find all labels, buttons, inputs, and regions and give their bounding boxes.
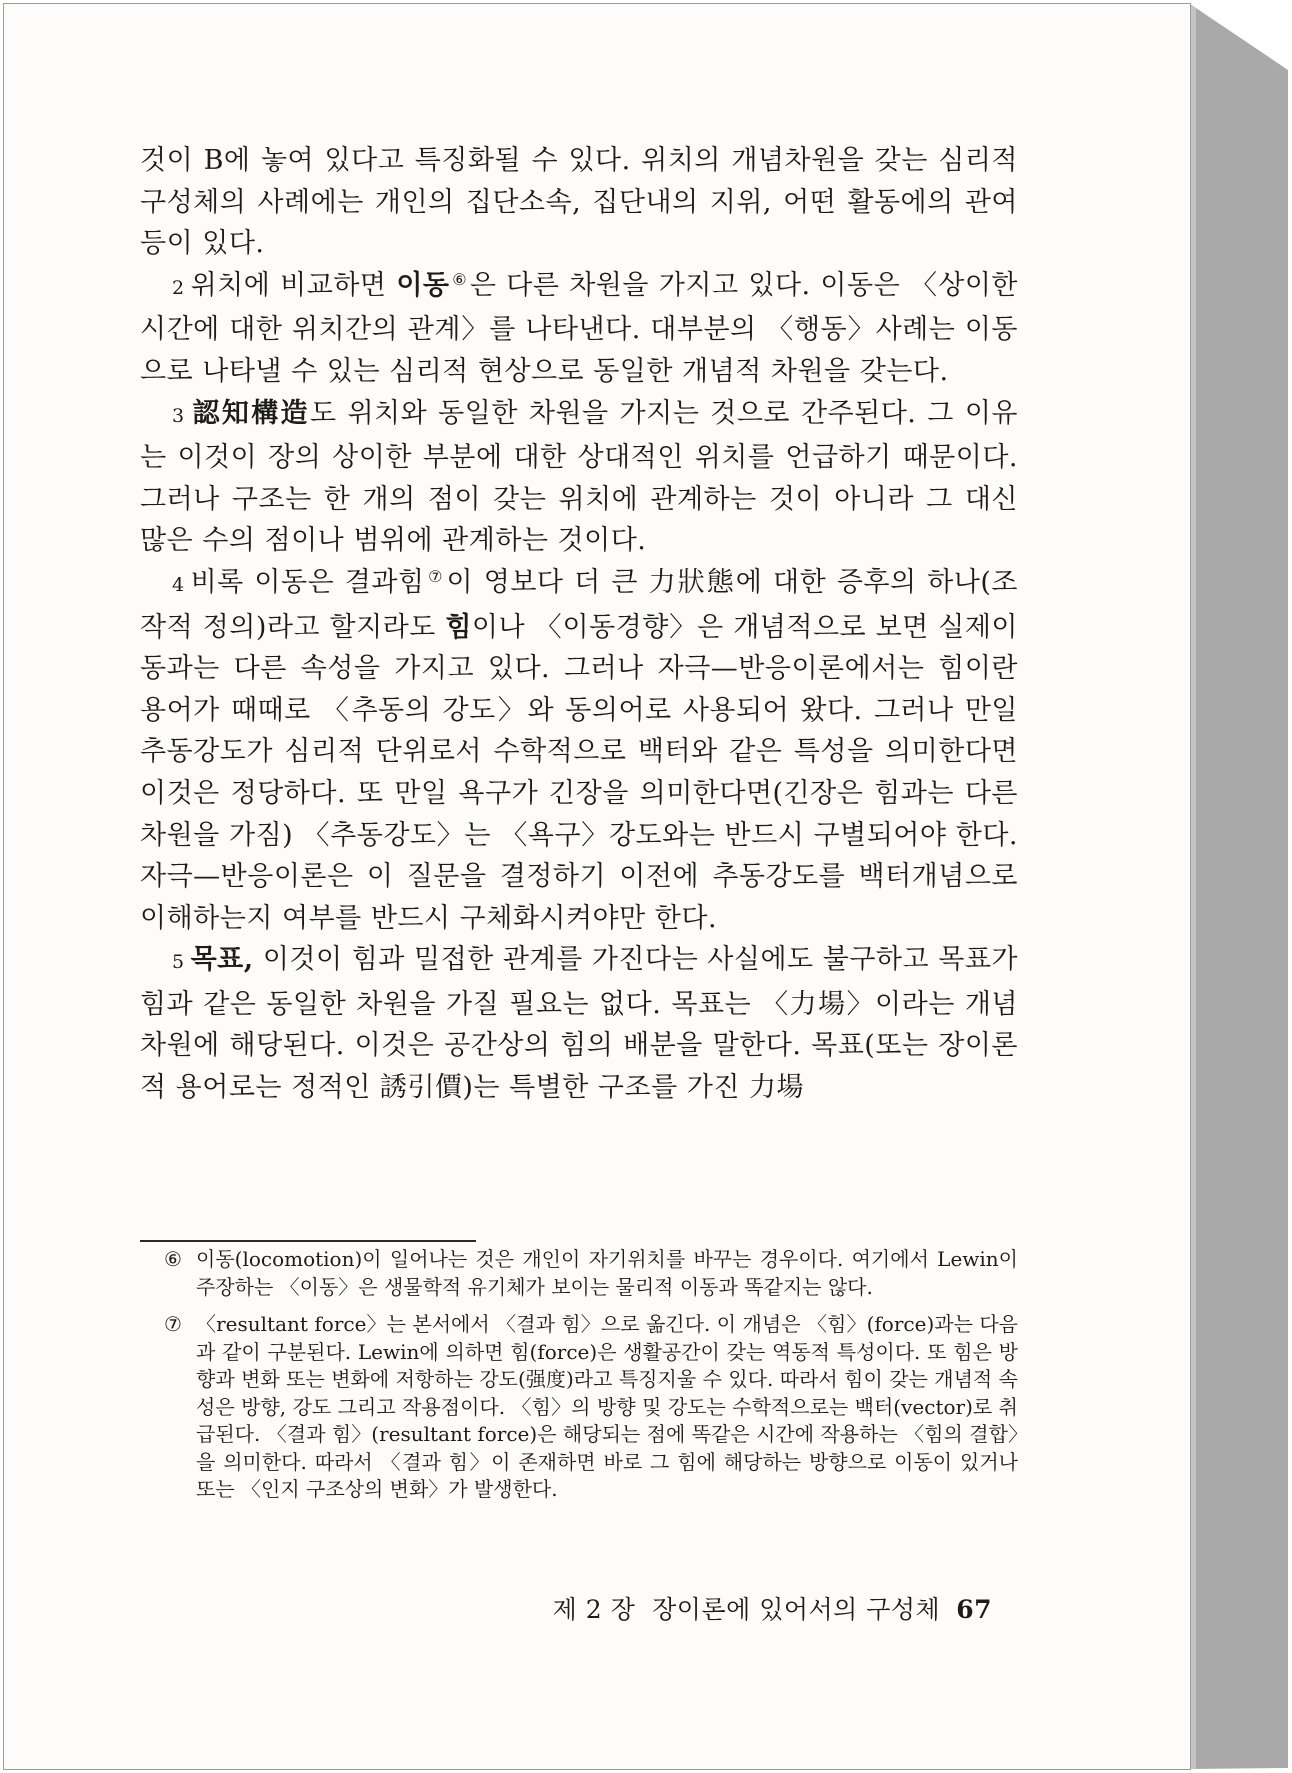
footnote-rule (140, 1240, 476, 1242)
footnote-6 (140, 1246, 1018, 1301)
footnote-mark: ⑦ (164, 1312, 182, 1336)
footnote-mark: ⑥ (164, 1247, 182, 1271)
footnote-text: 이동(locomotion)이 일어나는 것은 개인이 자기위치를 바꾸는 경우이다. 여기에서 Lewin이 주장하는 〈이동〉은 생물학적 유기체가 보이는 물리적 이동과 똑같지는 않다. (196, 1247, 1018, 1299)
paragraph-2 (140, 265, 1018, 393)
keyword: 힘 (445, 611, 472, 643)
footnote-7 (140, 1311, 1018, 1504)
footnote-ref: ⑦ (426, 566, 445, 586)
paragraph-5 (140, 939, 1018, 1108)
paragraph-text: 도 위치와 동일한 차원을 가지는 것으로 간주된다. 그 이유는 이것이 장의 상이한 부분에 대한 상대적인 위치를 언급하기 때문이다. 그러나 구조는 한 개의 점이 갖는 위치에 관계하는 것이 아니라 그 대신 많은 수의 점이나 범위에 관계하는 것이다. (140, 397, 1018, 557)
paragraph-continued: 것이 B에 놓여 있다고 특징화될 수 있다. 위치의 개념차원을 갖는 심리적 구성체의 사례에는 개인의 집단소속, 집단내의 지위, 어떤 활동에의 관여 등이 있다. (140, 145, 1018, 260)
keyword: 認知構造 (190, 397, 310, 429)
keyword: 이동 (396, 269, 450, 301)
paragraph-number: 4 (172, 573, 185, 596)
body-text (140, 140, 1018, 1109)
footnote-ref: ⑥ (451, 269, 468, 289)
chapter-label: 제 2 장 (552, 1595, 636, 1624)
paragraph-number: 5 (172, 951, 185, 974)
paragraph-text: 이 영보다 더 큰 力狀態에 대한 증후의 하나(조작적 정의)라고 할지라도 (140, 566, 1019, 643)
paragraph-3 (140, 393, 1018, 562)
footnote-text: 〈resultant force〉는 본서에서 〈결과 힘〉으로 옮긴다. 이 개념은 〈힘〉(force)과는 다음과 같이 구분된다. Lewin에 의하면 힘(force)은 생활공간이 갖는 역동적 특성이다. 또 힘은 방향과 변화 또는 변화에 저항하는 강도(强度)라고 특징지울 수 있다. 따라서 힘이 갖는 개념적 속성은 방향, 강도 그리고 작용점이다. 〈힘〉의 방향 및 강도는 수학적으로는 백터(vector)로 취급된다. 〈결과 힘〉(resultant force)은 해당되는 점에 똑같은 시간에 작용하는 〈힘의 결합〉을 의미한다. 따라서 〈결과 힘〉이 존재하면 바로 그 힘에 해당하는 방향으로 이동이 있거나 또는 〈인지 구조상의 변화〉가 발생한다. (196, 1312, 1018, 1501)
footnotes (140, 1246, 1018, 1514)
paragraph-number: 2 (172, 276, 185, 299)
paragraph-number: 3 (172, 404, 185, 427)
paragraph-text: 비록 이동은 결과힘 (190, 566, 425, 598)
chapter-title: 장이론에 있어서의 구성체 (652, 1595, 941, 1624)
paragraph-text: 이것이 힘과 밀접한 관계를 가진다는 사실에도 불구하고 목표가 힘과 같은 동일한 차원을 가질 필요는 없다. 목표는 〈力場〉이라는 개념차원에 해당된다. 이것은 공간상의 힘의 배분을 말한다. 목표(또는 장이론적 용어로는 정적인 誘引價)는 특별한 구조를 가진 力場 (140, 944, 1018, 1104)
paragraph-text: 이나 〈이동경향〉은 개념적으로 보면 실제이동과는 다른 속성을 가지고 있다. 그러나 자극—반응이론에서는 힘이란 용어가 때때로 〈추동의 강도〉와 동의어로 사용되어 왔다. 그러나 만일 추동강도가 심리적 단위로서 수학적으로 백터와 같은 특성을 의미한다면 이것은 정당하다. 또 만일 욕구가 긴장을 의미한다면(긴장은 힘과는 다른 차원을 가짐) 〈추동강도〉는 〈욕구〉강도와는 반드시 구별되어야 한다. 자극—반응이론은 이 질문을 결정하기 이전에 추동강도를 백터개념으로 이해하는지 여부를 반드시 구체화시켜야만 한다. (140, 611, 1018, 934)
paragraph-4 (140, 562, 1018, 939)
paragraph-text: 위치에 비교하면 (190, 269, 397, 301)
page-number: 67 (956, 1595, 992, 1624)
book-right-side (1190, 4, 1288, 1769)
running-footer (140, 1590, 992, 1626)
keyword: 목표, (190, 944, 254, 976)
paragraph-text: 은 다른 차원을 가지고 있다. 이동은 〈상이한 시간에 대한 위치간의 관계〉를 나타낸다. 대부분의 〈행동〉사례는 이동으로 나타낼 수 있는 심리적 현상으로 동일한 개념적 차원을 갖는다. (140, 269, 1018, 387)
